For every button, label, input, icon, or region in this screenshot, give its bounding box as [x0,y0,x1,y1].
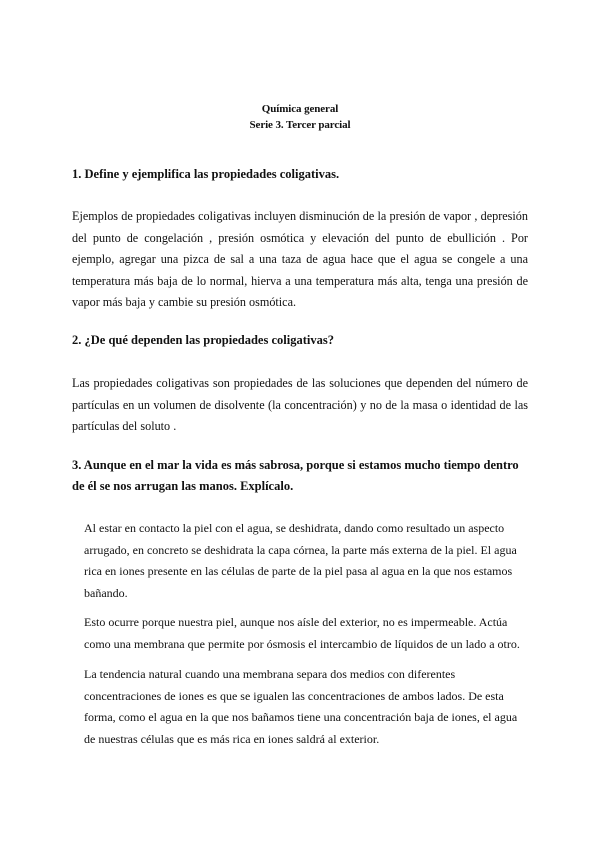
answer-2: Las propiedades coligativas son propiedades de las soluciones que dependen del número de partículas en un volumen de disolvente (la concentración) y no de la masa o identidad de las partículas del soluto . [72,376,528,433]
question-3: 3. Aunque en el mar la vida es más sabrosa, porque si estamos mucho tiempo dentro de él se nos arrugan las manos. Explícalo. [72,458,519,493]
answer-1: Ejemplos de propiedades coligativas incluyen disminución de la presión de vapor , depresión del punto de congelación , presión osmótica y elevación del punto de ebullición . Por ejemplo, agregar una pizca de sal a una taza de agua hace que el agua se congele a una temperatura más baja de lo normal, hierva a una temperatura más alta, tenga una presión de vapor más baja y cambie su presión osmótica. [72,209,528,309]
question-2: 2. ¿De qué dependen las propiedades coligativas? [72,333,334,347]
answer-3-paragraph-2: Esto ocurre porque nuestra piel, aunque nos aísle del exterior, no es impermeable. Actúa como una membrana que permite por ósmosis el intercambio de líquidos de un lado a otro. [84,615,520,651]
document-header [0,101,600,133]
series-title: Serie 3. Tercer parcial [249,119,351,131]
answer-3-paragraph-1: Al estar en contacto la piel con el agua, se deshidrata, dando como resultado un aspecto arrugado, en concreto se deshidrata la capa córnea, la parte más externa de la piel. El agua rica en iones presente en las células de parte de la piel pasa al agua en la que nos estamos bañando. [84,521,517,600]
question-1: 1. Define y ejemplifica las propiedades coligativas. [72,167,340,181]
course-title: Química general [261,103,339,115]
answer-3-paragraph-3: La tendencia natural cuando una membrana separa dos medios con diferentes concentraciones de iones es que se igualen las concentraciones de ambos lados. De esta forma, como el agua en la que nos bañamos tiene una concentración baja de iones, el agua de nuestras células que es más rica en iones saldrá al exterior. [84,667,518,746]
